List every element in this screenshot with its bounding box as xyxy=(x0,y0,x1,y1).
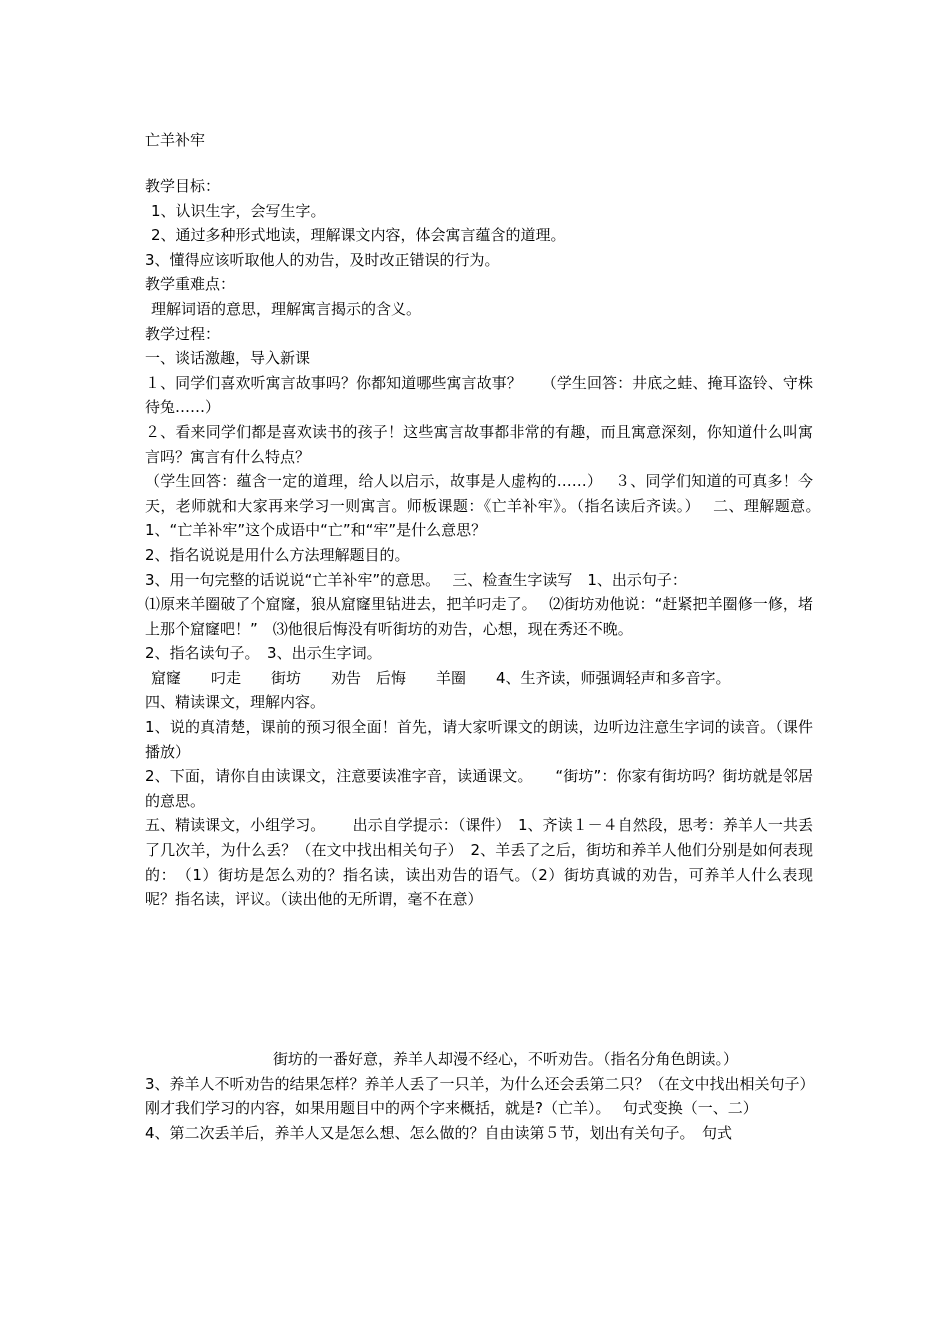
paragraph-para-6: ⑴原来羊圈破了个窟窿，狼从窟窿里钻进去，把羊叼走了。 ⑵街坊劝他说：“赶紧把羊圈修一修，堵上那个窟窿吧！” ⑶他很后悔没有听街坊的劝告，心想，现在秀还不晚。 xyxy=(145,595,813,638)
paragraph-para-7: 2、指名读句子。 3、出示生字词。 xyxy=(145,644,382,663)
paragraph-para-13: 3、养羊人不听劝告的结果怎样？养羊人丢了一只羊，为什么还会丢第二只？（在文中找出相关句子） xyxy=(145,1074,815,1093)
lesson-plan-continuation xyxy=(145,1047,813,1145)
paragraph-para-15: 4、第二次丢羊后，养羊人又是怎么想、怎么做的？自由读第５节，划出有关句子。 句式 xyxy=(145,1123,733,1142)
paragraph-para-12 xyxy=(145,1047,813,1072)
document-title: 亡羊补牢 xyxy=(145,131,206,149)
paragraph-para-1: １、同学们喜欢听寓言故事吗？你都知道哪些寓言故事？ （学生回答：井底之蛙、掩耳盗铃、守株待兔……） xyxy=(145,373,813,417)
paragraph-part-1-heading: 一、谈话激趣，导入新课 xyxy=(145,349,311,368)
paragraph-text: 街坊的一番好意，养羊人却漫不经心，不听劝告。（指名分角色朗读。） xyxy=(273,1050,739,1068)
paragraph-para-4: 2、指名说说是用什么方法理解题目的。 xyxy=(145,545,410,564)
paragraph-para-14: 刚才我们学习的内容，如果用题目中的两个字来概括，就是?（亡羊）。 句式变换（一、二） xyxy=(145,1099,758,1118)
paragraph-goal-3: 3、懂得应该听取他人的劝告，及时改正错误的行为。 xyxy=(145,250,500,269)
paragraph-para-2: ２、看来同学们都是喜欢读书的孩子！这些寓言故事都非常的有趣，而且寓意深刻，你知道什么叫寓言吗？寓言有什么特点？ xyxy=(145,422,813,466)
paragraph-part-4-heading: 四、精读课文，理解内容。 xyxy=(145,693,326,712)
paragraph-para-9: 1、说的真清楚，课前的预习很全面！首先，请大家听课文的朗读，边听边注意生字词的读音。（课件播放） xyxy=(145,718,813,761)
paragraph-goal-2: 2、通过多种形式地读，理解课文内容，体会寓言蕴含的道理。 xyxy=(151,226,566,245)
paragraph-goals-heading: 教学目标： xyxy=(145,177,221,195)
paragraph-para-10: 2、下面，请你自由读课文，注意要读准字音，读通课文。 “街坊”：你家有街坊吗？街坊就是邻居的意思。 xyxy=(145,767,813,810)
paragraph-para-3: （学生回答：蕴含一定的道理，给人以启示，故事是人虚构的……） ３、同学们知道的可真多！今天，老师就和大家再来学习一则寓言。师板课题：《亡羊补牢》。（指名读后齐读。） 二、理解题意。 1、“亡羊补牢”这个成语中“亡”和“牢”是什么意思？ xyxy=(145,472,829,540)
paragraph-key-point: 理解词语的意思，理解寓言揭示的含义。 xyxy=(151,299,422,318)
paragraph-para-11: 五、精读课文，小组学习。 出示自学提示：（课件） 1、齐读１－４自然段，思考：养羊人一共丢了几次羊，为什么丢？（在文中找出相关句子） 2、羊丢了之后，街坊和养羊人他们分别是如何表现的： （1）街坊是怎么劝的？指名读，读出劝告的语气。（2）街坊真诚的劝告，可养羊人什么表现呢？指名读，评议。（读出他的无所谓，毫不在意） xyxy=(145,816,813,909)
paragraph-process-heading: 教学过程： xyxy=(145,324,221,343)
paragraph-para-5: 3、用一句完整的话说说“亡羊补牢”的意思。 三、检查生字读写 1、出示句子： xyxy=(145,570,687,589)
paragraph-key-heading: 教学重难点： xyxy=(145,275,236,294)
lesson-plan-body xyxy=(145,174,829,912)
paragraph-para-8: 窟窿 叼走 街坊 劝告 后悔 羊圈 4、生齐读，师强调轻声和多音字。 xyxy=(151,668,731,687)
paragraph-goal-1: 1、认识生字，会写生字。 xyxy=(151,201,326,220)
